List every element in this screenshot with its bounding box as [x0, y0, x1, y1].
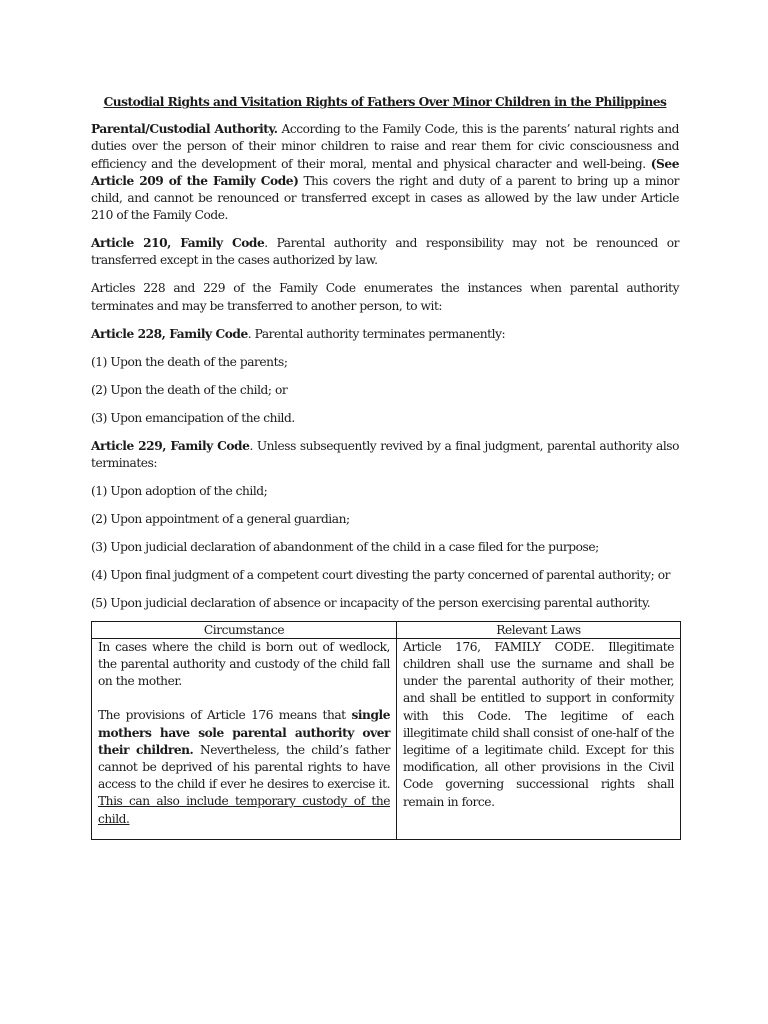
paragraph-articles-228-229 [91, 280, 679, 314]
paragraph-text: . Unless subsequently revived by a final judgment, parental authority also terminates: [91, 438, 679, 470]
cell-underlined-text: This can also include temporary custody of the child. [98, 794, 390, 826]
list-item: (3) Upon emancipation of the child. [91, 410, 295, 425]
table-cell-relevant-laws [397, 638, 681, 839]
paragraph-lead-reference: (See Article 209 of the Family Code) [91, 156, 679, 188]
list-item: (1) Upon the death of the parents; [91, 354, 288, 369]
paragraph-text: . Parental authority terminates permanently: [247, 326, 506, 341]
paragraph-article-210 [91, 235, 679, 269]
paragraph-text-continued: This covers the right and duty of a parent to bring up a minor child, and cannot be renounced or transferred except in cases as allowed by the law under Article 210 of the Family Code. [91, 173, 679, 223]
list-item: (5) Upon judicial declaration of absence or incapacity of the person exercising parental authority. [91, 595, 651, 610]
list-item: (2) Upon appointment of a general guardian; [91, 511, 350, 526]
list-item: (2) Upon the death of the child; or [91, 382, 288, 397]
table-row [92, 638, 681, 839]
table-header-relevant-laws: Relevant Laws [397, 621, 681, 638]
list-item: (4) Upon final judgment of a competent court divesting the party concerned of parental authority; or [91, 567, 670, 582]
table-cell-circumstance [92, 638, 397, 839]
table-header-circumstance: Circumstance [92, 621, 397, 638]
paragraph-text: Articles 228 and 229 of the Family Code enumerates the instances when parental authority terminates and may be transferred to another person, to wit: [91, 281, 679, 313]
list-item: (3) Upon judicial declaration of abandonment of the child in a case filed for the purpose; [91, 539, 599, 554]
cell-paragraph: Article 176, FAMILY CODE. Illegitimate children shall use the surname and shall be under the parental authority of their mother, and shall be entitled to support in conformity with this Code. The legitime of each illegitimate child shall consist of one-half of the legitime of a legitimate child. Except for this modification, all other provisions in the Civil Code governing successional rights shall remain in force. [403, 639, 674, 809]
document-page [91, 94, 679, 840]
cell-bold-text: single mothers have sole parental authority over their children. [98, 708, 390, 757]
paragraph-text: According to the Family Code, this is the parents’ natural rights and duties over the person of their minor children to raise and rear them for civic consciousness and efficiency and the development of their moral, mental and physical character and well-being. [91, 122, 679, 171]
paragraph-lead: Article 229, Family Code [91, 438, 250, 453]
cell-paragraph [98, 707, 390, 827]
paragraph-article-228 [91, 326, 679, 343]
paragraph-lead: Article 210, Family Code [91, 236, 265, 251]
cell-text: The provisions of Article 176 means that [98, 708, 352, 723]
list-item: (1) Upon adoption of the child; [91, 483, 268, 498]
paragraph-parental-authority [91, 121, 679, 224]
paragraph-lead: Parental/Custodial Authority. [91, 122, 278, 137]
cell-text: Nevertheless, the child’s father cannot be deprived of his parental rights to have access to the child if ever he desires to exercise it. [98, 742, 390, 792]
table-header-row [92, 621, 681, 638]
paragraph-lead: Article 228, Family Code [91, 326, 248, 341]
cell-spacer [98, 690, 390, 707]
cell-paragraph: In cases where the child is born out of wedlock, the parental authority and custody of the child fall on the mother. [98, 639, 390, 689]
paragraph-article-229 [91, 438, 679, 472]
document-title: Custodial Rights and Visitation Rights of Fathers Over Minor Children in the Philippines [103, 95, 667, 109]
circumstance-laws-table [91, 621, 681, 840]
paragraph-text: . Parental authority and responsibility may not be renounced or transferred except in the cases authorized by law. [91, 236, 680, 268]
